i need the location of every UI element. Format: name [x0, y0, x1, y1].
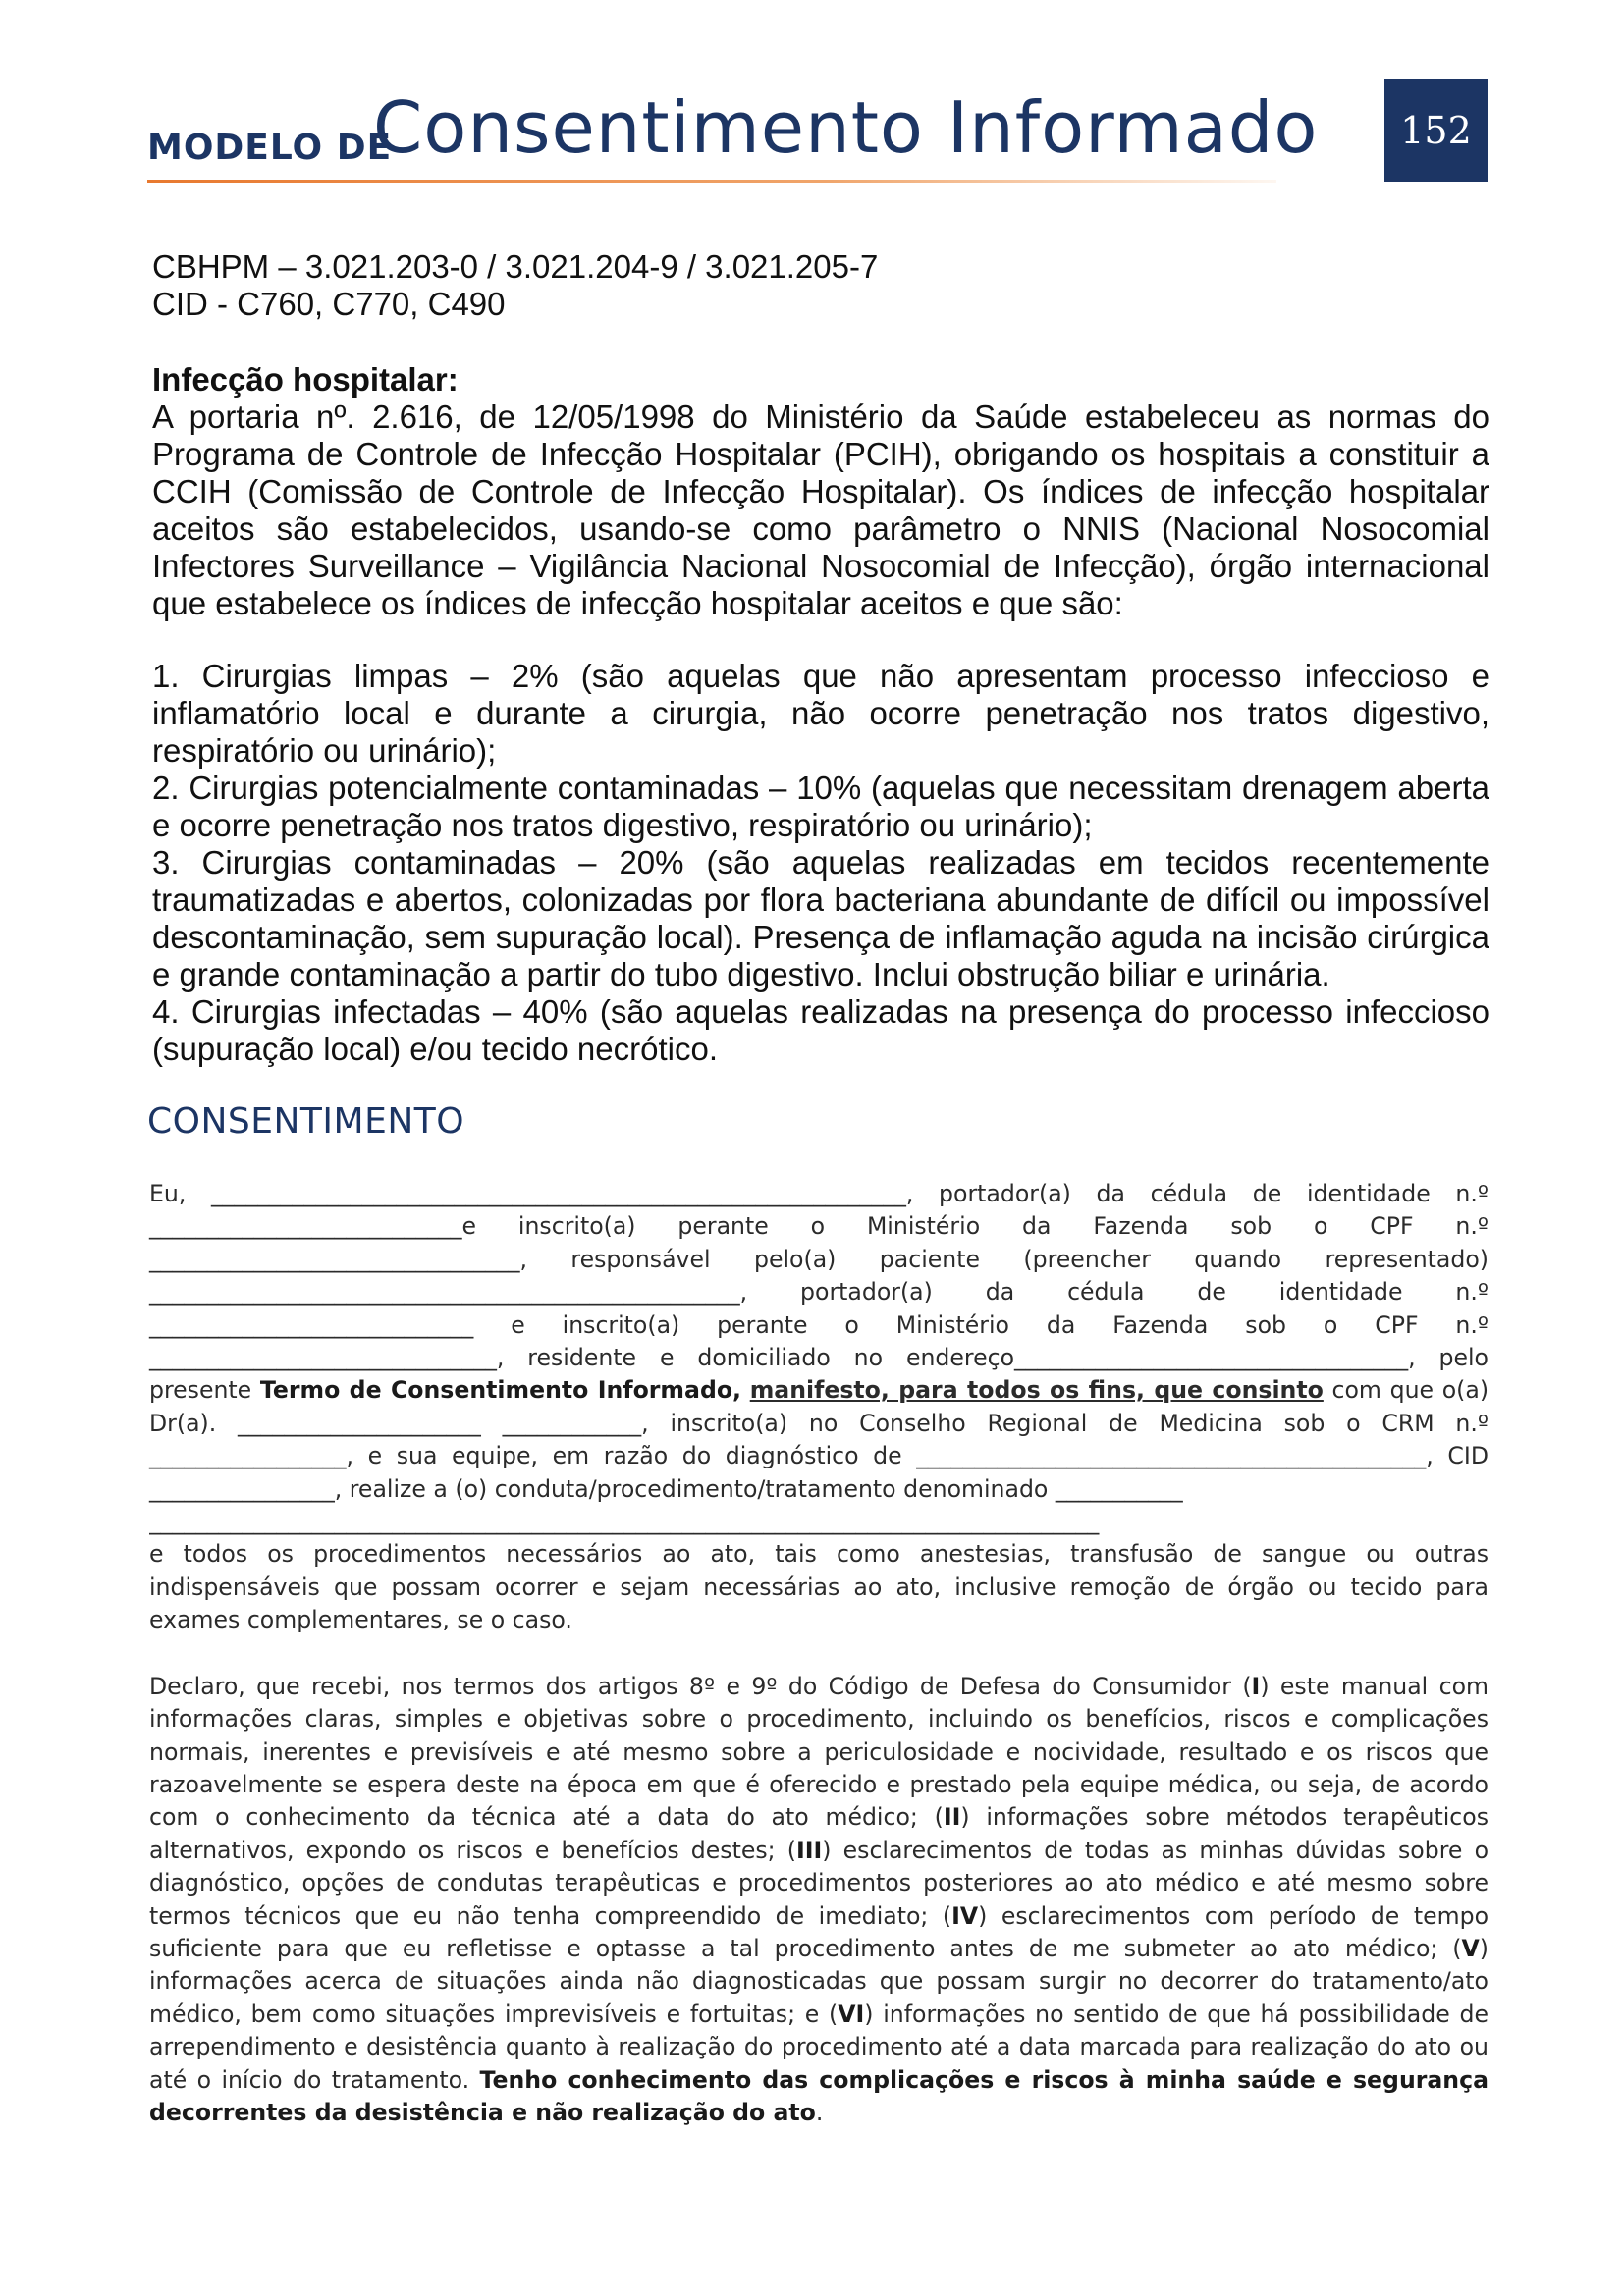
consent-text: com que o(a) Dr(a). _____________________ ____________, inscrito(a) no Conselho Regional de Medicina sob o CRM n.º _________________, e sua equipe, em razão do diagnóstico de ____________________________________________, CID ________________, realize a (o) conduta/procedimento/tratamento denominado ___________ — [149, 1376, 1489, 1503]
blank-line: __________________________________________________________________________________ — [149, 1508, 1100, 1536]
list-item: 2. Cirurgias potencialmente contaminadas – 10% (aquelas que necessitam drenagem aberta e ocorre penetração nos tratos digestivo, respiratório ou urinário); — [152, 770, 1489, 843]
consent-manifest-underlined: manifesto, para todos os fins, que consinto — [749, 1376, 1324, 1405]
page-number-badge: 152 — [1384, 79, 1488, 182]
roman-numeral: III — [795, 1836, 823, 1864]
infection-paragraph: A portaria nº. 2.616, de 12/05/1998 do Ministério da Saúde estabeleceu as normas do Programa de Controle de Infecção Hospitalar (PCIH), obrigando os hospitais a constituir a CCIH (Comissão de Controle de Infecção Hospitalar). Os índices de infecção hospitalar aceitos são estabelecidos, usando-se como parâmetro o NNIS (Nacional Nosocomial Infectores Surveillance – Vigilância Nacional Nosocomial de Infecção), órgão internacional que estabelece os índices de infecção hospitalar aceitos e que são: — [152, 399, 1489, 621]
roman-numeral: V — [1461, 1934, 1480, 1962]
consent-text: ) esclarecimentos com período de tempo suficiente para que eu refletisse e optasse a tal procedimento antes de me submeter ao ato médico; ( — [149, 1901, 1489, 1962]
consent-text: e todos os procedimentos necessários ao ato, tais como anestesias, transfusão de sangue ou outras indispensáveis que possam ocorrer e sejam necessárias ao ato, inclusive remoção de órgão ou tecido para exames complementares, se o caso. — [149, 1540, 1489, 1634]
consent-paragraph-1 — [149, 1178, 1489, 1637]
header-title-small: MODELO DE — [147, 128, 393, 168]
consent-text: ) informações no sentido de que há possibilidade de arrependimento e desistência quanto à realização do procedimento até a data marcada para realização do ato ou até o início do tratamento. — [149, 2000, 1489, 2094]
cbhpm-code: CBHPM – 3.021.203-0 / 3.021.204-9 / 3.021.205-7 — [152, 248, 879, 285]
cid-code: CID - C760, C770, C490 — [152, 286, 506, 322]
list-item: 3. Cirurgias contaminadas – 20% (são aquelas realizadas em tecidos recentemente traumatizadas e abertos, colonizadas por flora bacteriana abundante de difícil ou impossível descontaminação, sem supuração local). Presença de inflamação aguda na incisão cirúrgica e grande contaminação a partir do tubo digestivo. Inclui obstrução biliar e urinária. — [152, 844, 1489, 992]
header-title-large: Consentimento Informado — [373, 86, 1319, 169]
infection-heading: Infecção hospitalar: — [152, 361, 459, 398]
consent-text: ) este manual com informações claras, simples e objetivas sobre o procedimento, incluindo os benefícios, riscos e complicações normais, inerentes e previsíveis e até mesmo sobre a periculosidade e nocividade, resultado e os riscos que razoavelmente se espera deste na época em que é oferecido e prestado pela equipe médica, ou seja, de acordo com o conhecimento da técnica até a data do ato médico; ( — [149, 1672, 1489, 1832]
consent-acknowledgement-bold: Tenho conhecimento das complicações e riscos à minha saúde e segurança decorrentes da desistência e não realização do ato — [149, 2065, 1489, 2126]
procedure-codes — [152, 248, 1488, 323]
consent-body — [149, 1178, 1489, 2129]
page-header — [147, 79, 1483, 196]
roman-numeral: I — [1251, 1672, 1261, 1700]
consent-text: Eu, ____________________________________________________________, portador(a) da cédula de identidade n.º ___________________________e inscrito(a) perante o Ministério da Fazenda sob o CPF n.º ________________________________, responsável pelo(a) paciente (preencher quando representado) ___________________________________________________, portador(a) da cédula de identidade n.º ____________________________ e inscrito(a) perante o Ministério da Fazenda sob o CPF n.º ______________________________, residente e domiciliado no endereço__________________________________, pelo presente — [149, 1180, 1489, 1405]
consent-title: CONSENTIMENTO — [147, 1101, 465, 1142]
consent-text: ) esclarecimentos de todas as minhas dúvidas sobre o diagnóstico, opções de condutas terapêuticas e procedimentos posteriores ao ato médico e até mesmo sobre termos técnicos que eu não tenha compreendido de imediato; ( — [149, 1836, 1489, 1930]
consent-paragraph-2 — [149, 1671, 1489, 2130]
consent-term-bold: Termo de Consentimento Informado, — [259, 1376, 742, 1405]
consent-text: ) informações sobre métodos terapêuticos alternativos, expondo os riscos e benefícios destes; ( — [149, 1803, 1489, 1864]
header-divider — [147, 180, 1276, 183]
consent-text: Declaro, que recebi, nos termos dos artigos 8º e 9º do Código de Defesa do Consumidor ( — [149, 1672, 1252, 1700]
list-item: 1. Cirurgias limpas – 2% (são aquelas que não apresentam processo infeccioso e inflamatório local e durante a cirurgia, não ocorre penetração nos tratos digestivo, respiratório ou urinário); — [152, 658, 1489, 769]
consent-text: . — [815, 2098, 824, 2126]
consent-text: ) informações acerca de situações ainda não diagnosticadas que possam surgir no decorrer do tratamento/ato médico, bem como situações imprevisíveis e fortuitas; e ( — [149, 1934, 1489, 2028]
infection-rates-list — [152, 658, 1489, 1068]
roman-numeral: II — [943, 1803, 961, 1832]
list-item: 4. Cirurgias infectadas – 40% (são aquelas realizadas na presença do processo infeccioso (supuração local) e/ou tecido necrótico. — [152, 993, 1489, 1067]
infection-section — [152, 361, 1489, 622]
roman-numeral: VI — [838, 2000, 865, 2028]
roman-numeral: IV — [951, 1901, 979, 1930]
